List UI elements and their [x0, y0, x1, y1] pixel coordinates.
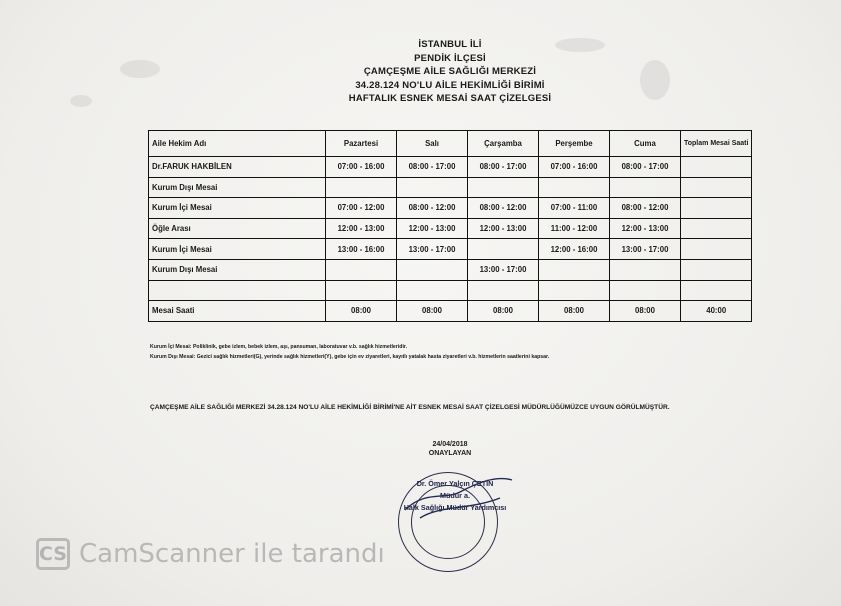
- table-cell: [681, 218, 752, 239]
- table-cell: 08:00 - 12:00: [397, 198, 468, 219]
- column-header: Toplam Mesai Saati: [681, 131, 752, 157]
- table-cell: [610, 177, 681, 198]
- stamp-title-2: Halk Sağlığı Müdür Yardımcısı: [403, 503, 507, 512]
- table-cell: [326, 259, 397, 280]
- table-row: [149, 157, 752, 178]
- table-cell: 08:00: [468, 301, 539, 322]
- table-header-row: [149, 131, 752, 157]
- header-unit: 34.28.124 NO'LU AİLE HEKİMLİĞİ BİRİMİ: [355, 79, 545, 91]
- header-title: HAFTALIK ESNEK MESAİ SAAT ÇİZELGESİ: [348, 93, 552, 104]
- table-cell: 07:00 - 16:00: [539, 157, 610, 178]
- column-header: Aile Hekim Adı: [149, 131, 326, 157]
- table-row: [149, 280, 752, 301]
- table-cell: 07:00 - 16:00: [326, 157, 397, 178]
- row-label: Dr.FARUK HAKBİLEN: [149, 157, 326, 178]
- signature-scribble: [400, 470, 520, 530]
- column-header: Salı: [397, 131, 468, 157]
- table-cell: [397, 280, 468, 301]
- column-header: Cuma: [610, 131, 681, 157]
- table-cell: [681, 198, 752, 219]
- table-cell: 40:00: [681, 301, 752, 322]
- table-cell: 12:00 - 13:00: [468, 218, 539, 239]
- schedule-table: [148, 130, 752, 322]
- table-cell: [397, 177, 468, 198]
- table-row: [149, 177, 752, 198]
- signoff-block: [390, 440, 510, 458]
- table-cell: [468, 280, 539, 301]
- camscanner-logo: CS: [36, 538, 70, 570]
- approval-label: ONAYLAYAN: [428, 450, 472, 457]
- table-row: [149, 259, 752, 280]
- row-label: Mesai Saati: [149, 301, 326, 322]
- table-cell: [610, 259, 681, 280]
- row-label: Kurum İçi Mesai: [149, 239, 326, 260]
- footnotes: [150, 342, 549, 362]
- table-cell: 12:00 - 16:00: [539, 239, 610, 260]
- header-province: İSTANBUL İLİ: [418, 39, 482, 50]
- table-cell: 08:00 - 17:00: [610, 157, 681, 178]
- table-cell: 13:00 - 17:00: [468, 259, 539, 280]
- table-cell: [326, 177, 397, 198]
- table-cell: 13:00 - 16:00: [326, 239, 397, 260]
- approval-statement: ÇAMÇEŞME AİLE SAĞLIĞI MERKEZİ 34.28.124 NO'LU AİLE HEKİMLİĞİ BİRİMİ'NE AİT ESNEK MESAİ SAAT ÇİZELGESİ MÜDÜRLÜĞÜMÜZCE UYGUN GÖRÜLMÜŞTÜR.: [150, 404, 670, 411]
- footnote-internal: Kurum İçi Mesai: Poliklinik, gebe izlem, bebek izlem, aşı, pansuman, laboratuvar v.b. sağlık hizmetleridir.: [150, 344, 408, 350]
- header-center: ÇAMÇEŞME AİLE SAĞLIĞI MERKEZİ: [363, 66, 537, 77]
- table-cell: 07:00 - 12:00: [326, 198, 397, 219]
- table-cell: [539, 280, 610, 301]
- table-cell: [326, 280, 397, 301]
- table-cell: 12:00 - 13:00: [326, 218, 397, 239]
- row-label: Kurum Dışı Mesai: [149, 259, 326, 280]
- table-cell: 12:00 - 13:00: [397, 218, 468, 239]
- camscanner-watermark: [36, 538, 385, 570]
- table-cell: 13:00 - 17:00: [610, 239, 681, 260]
- table-cell: 08:00: [326, 301, 397, 322]
- table-cell: [539, 177, 610, 198]
- camscanner-text: CamScanner ile tarandı: [79, 539, 385, 569]
- table-cell: 08:00 - 12:00: [468, 198, 539, 219]
- table-cell: 08:00: [610, 301, 681, 322]
- table-cell: 11:00 - 12:00: [539, 218, 610, 239]
- table-cell: [681, 239, 752, 260]
- row-label: Öğle Arası: [149, 218, 326, 239]
- table-cell: 07:00 - 11:00: [539, 198, 610, 219]
- column-header: Pazartesi: [326, 131, 397, 157]
- column-header: Perşembe: [539, 131, 610, 157]
- table-cell: 08:00 - 12:00: [610, 198, 681, 219]
- stamp-name: Dr. Ömer Yalçın ÇETİN: [416, 479, 494, 488]
- table-cell: 13:00 - 17:00: [397, 239, 468, 260]
- scan-smudge: [640, 60, 670, 100]
- footnote-external: Kurum Dışı Mesai: Gezici sağlık hizmetleri(G), yerinde sağlık hizmetleri(Y), gebe için ev ziyaretleri, kayıtlı yatalak hasta ziyaretleri v.b. hizmetlerin saatlerini kapsar.: [150, 354, 550, 360]
- table-cell: [681, 177, 752, 198]
- table-row: [149, 198, 752, 219]
- header-district: PENDİK İLÇESİ: [414, 52, 486, 64]
- scan-smudge: [70, 95, 92, 107]
- table-row: [149, 301, 752, 322]
- table-cell: 08:00 - 17:00: [468, 157, 539, 178]
- table-cell: [539, 259, 610, 280]
- table-cell: 12:00 - 13:00: [610, 218, 681, 239]
- table-cell: 08:00: [397, 301, 468, 322]
- table-row: [149, 239, 752, 260]
- table-cell: 08:00 - 17:00: [397, 157, 468, 178]
- table-cell: [681, 280, 752, 301]
- scan-smudge: [120, 60, 160, 78]
- document-header: [300, 38, 600, 106]
- approval-date: 24/04/2018: [432, 441, 468, 448]
- table-row: [149, 218, 752, 239]
- table-cell: [397, 259, 468, 280]
- table-cell: [468, 239, 539, 260]
- row-label: Kurum Dışı Mesai: [149, 177, 326, 198]
- table-cell: [681, 259, 752, 280]
- column-header: Çarşamba: [468, 131, 539, 157]
- table-cell: [468, 177, 539, 198]
- row-label: Kurum İçi Mesai: [149, 198, 326, 219]
- stamp-title-1: Müdür a.: [440, 491, 470, 500]
- row-label: [149, 280, 326, 301]
- table-cell: [681, 157, 752, 178]
- table-cell: 08:00: [539, 301, 610, 322]
- table-cell: [610, 280, 681, 301]
